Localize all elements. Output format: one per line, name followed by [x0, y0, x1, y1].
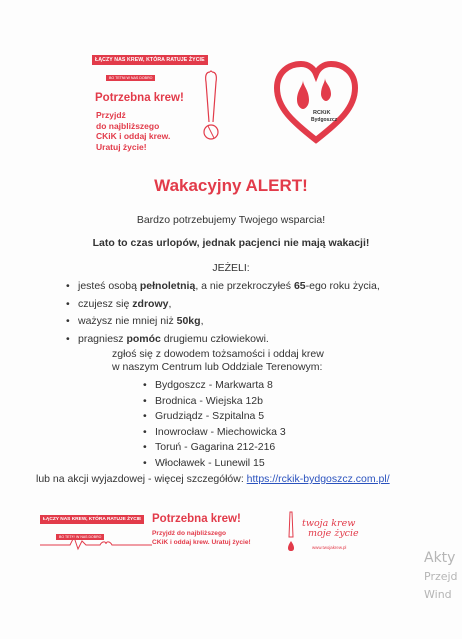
watermark-line: Akty — [424, 550, 456, 566]
report-line: zgłoś się z dowodem tożsamości i oddaj krew — [112, 348, 324, 360]
activation-watermark — [424, 548, 458, 604]
conditions-list — [78, 280, 380, 350]
bottom-banner — [40, 507, 420, 577]
banner-cta-line: Uratuj życie! — [96, 141, 147, 152]
slogan-line: twoja krew — [302, 518, 356, 529]
bottom-cta — [152, 529, 251, 547]
condition-item: • czujesz się zdrowy, — [78, 298, 380, 310]
watermark-line: Przejd — [424, 570, 458, 583]
location-item: • Inowrocław - Miechowicka 3 — [155, 426, 286, 438]
location-item: • Bydgoszcz - Markwarta 8 — [155, 379, 286, 391]
condition-item: • jesteś osobą pełnoletnią, a nie przekroczyłeś 65-ego roku życia, — [78, 280, 380, 292]
bottom-ribbon-sub: BO TETNI W NAS DOBRO — [56, 534, 104, 540]
bottom-cta-line: Przyjdź do najbliższego — [152, 530, 227, 537]
banner-cta-line: Przyjdź — [96, 110, 126, 120]
bottom-url: www.twojakrew.pl — [312, 545, 347, 550]
report-instructions — [112, 348, 324, 374]
banner-cta-line: do najbliższego — [96, 120, 160, 131]
locations-list — [155, 379, 286, 472]
condition-item: • pragniesz pomóc drugiemu człowiekowi. — [78, 333, 380, 345]
watermark-line: Wind — [424, 588, 452, 601]
bottom-cta-line: CKiK i oddaj krew. Uratuj życie! — [152, 539, 251, 546]
report-line: w naszym Centrum lub Oddziale Terenowym: — [112, 361, 323, 373]
location-item: • Brodnica - Wiejska 12b — [155, 395, 286, 407]
exclamation-drop-icon — [196, 70, 226, 150]
mobile-text: lub na akcji wyjazdowej - więcej szczegółów: — [36, 473, 247, 485]
bottom-headline: Potrzebna krew! — [152, 513, 241, 525]
rckik-heart-logo — [273, 60, 359, 144]
exclamation-drop-icon — [284, 511, 298, 553]
slogan-line: moje życie — [308, 528, 359, 539]
heartbeat-line-icon — [40, 531, 152, 551]
location-item: • Włocławek - Lunewil 15 — [155, 457, 286, 469]
logo-line1: RCKiK — [313, 110, 331, 116]
logo-line2: Bydgoszcz — [311, 117, 338, 123]
website-link[interactable]: https://rckik-bydgoszcz.com.pl/ — [246, 473, 390, 485]
summer-text: Lato to czas urlopów, jednak pacjenci nie mają wakacji! — [92, 237, 370, 249]
condition-item: • ważysz nie mniej niż 50kg, — [78, 315, 380, 327]
banner-cta-line: CKiK i oddaj krew. — [96, 131, 171, 141]
location-item: • Grudziądz - Szpitalna 5 — [155, 410, 286, 422]
bottom-ribbon: ŁĄCZY NAS KREW, KTÓRA RATUJE ŻYCIE — [40, 515, 144, 524]
banner-headline: Potrzebna krew! — [95, 92, 184, 104]
banner-ribbon-sub: BO TETNI W NAS DOBRO — [106, 75, 155, 81]
support-text: Bardzo potrzebujemy Twojego wsparcia! — [136, 214, 326, 226]
location-item: • Toruń - Gagarina 212-216 — [155, 441, 286, 453]
handwritten-slogan — [302, 519, 359, 539]
alert-title: Wakacyjny ALERT! — [154, 176, 308, 195]
mobile-action-text — [36, 473, 390, 485]
banner-ribbon: ŁĄCZY NAS KREW, KTÓRA RATUJE ŻYCIE — [92, 55, 208, 65]
if-label: JEŻELI: — [212, 262, 250, 274]
